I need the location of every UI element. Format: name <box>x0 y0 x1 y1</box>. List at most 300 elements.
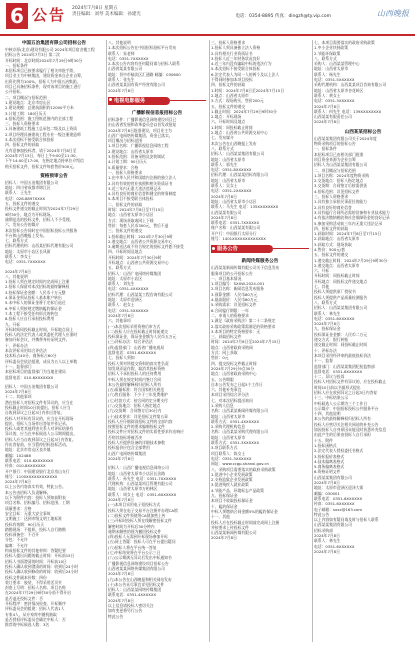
notice-text-line: 时间：2024年7月8日至7月15日 <box>108 207 164 213</box>
notice-text-line: 联系人：郭先生 <box>211 161 238 167</box>
notice-text-line: 5.本次招标不接受联合体投标 <box>211 66 261 72</box>
notice-text-line: 九、投标保证金 <box>314 326 341 332</box>
notice-text-line: 5.采购需求：详见招标文件 <box>211 302 257 308</box>
notice-text-line: 地点：山西省政府采购中心 <box>211 371 257 377</box>
section-title: 公告 <box>32 6 67 24</box>
notice-text-line: 联系人：周女士 电话：0351-6XXXXXX <box>108 491 177 497</box>
notice-text-line: 2.递交地点：山西省公共资源交易中心 <box>108 238 173 244</box>
notice-text-line: 山西某某有限公司 <box>211 209 242 215</box>
notice-text-line: 投标报价应包含全部费用 <box>108 445 150 451</box>
column-3 <box>211 40 309 642</box>
notice-text-line: 2.落实政府采购政策需满足的资格要求 <box>211 323 276 329</box>
notice-text-line: 1.项目编号：SXXW-2024-001 <box>211 281 265 287</box>
notice-text-line: 联系人：王先生 <box>5 190 32 196</box>
notice-text-line: 以上内容如有疑问请及时与招标人联系 <box>314 517 379 523</box>
notice-text-line: 招标人应在收到异议之日起3日内答复 <box>314 390 378 395</box>
notice-text-line: 2.地点：山西省太原市 <box>211 92 249 98</box>
notice-text-line: 监督部门：山西某某集团纪检监察部 <box>314 363 375 369</box>
section-banner-label: 服务公告 <box>211 245 273 253</box>
notice-text-line: 在2024年7月29日9时30分前不得开启 <box>5 590 71 596</box>
notice-text-line: 以上信息请投标人密切关注 <box>108 602 154 608</box>
notice-text-line: 招标人：山西广播电视信息网络公司 <box>108 465 169 471</box>
notice-text-line: 如发现弄虚作假，取消其投标资格 <box>108 365 165 371</box>
notice-text-line: 地址：太原市小店区 <box>108 275 143 281</box>
notice-text-line: (十)本公告未尽事宜详见招标文件 <box>108 581 165 587</box>
notice-text-line: 封套上写明：招标人名称、项目名称 <box>5 585 66 591</box>
notice-text-line: 地址：山西省太原市小店区长治路 <box>108 470 165 476</box>
notice-text-line: 一、招标条件 <box>314 146 337 152</box>
column-1 <box>5 40 103 642</box>
notice-text-line: 2.节能环保政策 <box>314 50 341 56</box>
notice-text-line: 1.促进中小企业发展政策 <box>211 471 253 477</box>
notice-text-line: 售价：每套人民币300元，售后不退 <box>108 222 169 228</box>
notice-text-line: 地址：太原市小店区长风街 <box>5 248 51 254</box>
notice-text-line: 联系人：林先生 <box>314 538 341 544</box>
notice-text-line: 逾期送达的投标文件，招标人不予受理。 <box>5 216 74 222</box>
notice-text-line: 6.资格证明文件 <box>314 469 341 475</box>
section-banner <box>108 96 206 106</box>
notice-text-line: 十一、监督部门 <box>5 363 32 369</box>
notice-text-line: 开户行：中国银行太原分行 <box>211 230 257 236</box>
notice-text-line: 联系人：朱老师 <box>108 50 135 56</box>
notice-text-line: 凡有意参加投标者，请于2024年7月8日至 <box>5 147 77 153</box>
notice-text-line: 监督电话：0351-6XXXXXX <box>314 368 363 374</box>
notice-text-line: 装订要求：胶装，不得采用活页夹 <box>5 579 62 585</box>
notice-text-line: 1.获取时间：2024年7月8日至7月15日 <box>314 231 382 237</box>
notice-text-line: 三、投标文件的递交 <box>108 228 143 234</box>
notice-text-line: 8.投标人应自行承担投标费用 <box>5 316 55 322</box>
notice-text-line: 四、招标文件的获取 <box>5 142 40 148</box>
notice-text-line: 山西省某某国有资产经营有限公司 <box>108 82 165 88</box>
notice-text-line: 地址：山西省太原市万柏林区 <box>108 486 158 492</box>
notice-text-line: 是否授权评标委员会确定中标人：否 <box>5 616 66 622</box>
notice-text-line: 本招标项目的监督部门为当地住建局 <box>5 369 66 375</box>
notice-text-line: 投标人的法定代表人或其委托代理人应准时 <box>5 332 78 338</box>
issue-meta <box>72 6 141 18</box>
notice-text-line: 本公告的最终解释权归招标人所有 <box>314 416 371 422</box>
notice-text-line: 电子邮箱：sxxx@163.com <box>314 506 363 512</box>
notice-text-line: 招标代理：山西某某工程咨询有限公司 <box>108 291 173 297</box>
notice-text-line: 1.投标截止时间：2024年7月30日9时 <box>108 233 173 239</box>
notice-text-line: 3.本项目的特定资格要求：无 <box>211 328 261 334</box>
notice-text-line: 招标人：山西某某网络传媒集团 <box>108 587 162 593</box>
notice-text-line: 1.投标人须具备独立法人资格 <box>211 45 261 51</box>
notice-text-line: 方式：网上获取 <box>211 350 238 356</box>
notice-text-line: 3.投标保证金金额：人民币十万元整 <box>5 289 66 295</box>
column-4 <box>314 40 412 642</box>
notice-text-line: 投标人应在投标截止时间前完成网上注册 <box>211 519 280 525</box>
notice-text-line: 三、获取招标文件 <box>211 334 242 340</box>
notice-text-line: 售价：0元 <box>211 355 229 361</box>
section-banner-label: 电视电影服务 <box>108 97 170 105</box>
notice-text-line: 采购人：山西某某管理中心 <box>314 61 360 67</box>
notice-text-line: 一、招标条件 <box>5 62 28 68</box>
notice-text-line: 山西某某有限责任公司 <box>314 114 352 120</box>
notice-text-line: (十)技术要求：详见招标文件第五章 <box>108 413 168 419</box>
notice-text-line: 六、其他补充事宜 <box>211 387 242 393</box>
page-header <box>0 0 415 36</box>
notice-text-line: 投标人应密切关注相关网站的补充公告 <box>314 421 379 427</box>
notice-text-line: 五、投标文件的递交 <box>314 252 349 258</box>
notice-text-line: 偏离：不允许 <box>5 542 28 548</box>
notice-text-line: 电话：0351-3XXXXXX <box>211 455 252 461</box>
notice-text-line: 2024年7月8日 <box>314 533 340 539</box>
notice-text-line: 时间10日前以书面形式提出 <box>314 384 361 390</box>
notice-text-line: 2024年7月8日 <box>211 214 237 220</box>
notice-text-line: 公示媒介：中国招标投标公共服务平台 <box>314 405 379 411</box>
notice-text-line: 提出，招标人当场作出答复并作记录。 <box>5 420 70 426</box>
notice-text-line: (二)投标人应在投标截止时间前递交 <box>108 328 168 334</box>
notice-text-line: 山西省某某有限公司 <box>108 66 143 72</box>
notice-text-line: 八、联系方式 <box>314 55 337 61</box>
notice-text-line: 十一、监督 <box>314 358 333 364</box>
notice-text-line: 1.在中华人民共和国境内注册的独立法人 <box>108 175 177 181</box>
notice-text-line: 投标人确认收到澄清的时间：收到后24小时 <box>5 563 79 569</box>
notice-text-line: 电话：0351-8XXXXXX <box>211 167 252 173</box>
notice-text-line: 1.项目名称：广播影视信息网络工程 <box>108 143 169 149</box>
notice-text-line: 账户名称：山西某某有限公司 <box>211 225 261 231</box>
notice-text-line: 山西某某集团有限公司 <box>314 522 352 528</box>
notice-text-line: 十三、中标结果公示 <box>314 395 349 401</box>
notice-text-line: 项目已具备招标条件，现对该项目的施工进行 <box>5 84 81 90</box>
notice-text-line: 中标候选人公示期为三个工作日 <box>314 400 368 406</box>
notice-title: 山西某某招标公告 <box>344 129 382 135</box>
notice-text-line: 招标代理机构：山西某招标代理有限公司 <box>5 243 74 249</box>
notice-text-line: 本公告由招标人负责解释。 <box>5 489 51 495</box>
notice-text-line: 本招标项目已按要求履行了相关审批手续， <box>5 68 78 74</box>
notice-text-line: 监督电话：0351-6XXXXXX <box>108 350 157 356</box>
notice-text-line: 开标地点：山西省公共资源交易中心 <box>108 259 169 265</box>
notice-text-line: 3.获取方式：现场获取 <box>314 241 352 247</box>
notice-text-line: 2.交货地点：招标人指定地点 <box>314 178 364 184</box>
notice-text-line: 2024年7月8日 <box>108 497 134 503</box>
notice-text-line: 投标人应仔细阅读招标文件的全部内容 <box>108 418 173 424</box>
notice-text-line: 四、招标文件的获取 <box>314 225 349 231</box>
notice-text-line: 联系电话：0351-4XXXXXX <box>108 592 157 598</box>
notice-text-line: 1.本次招标公告在中国招标投标平台发布 <box>108 45 177 51</box>
notice-text-line: 2024年7月8日 <box>314 480 340 486</box>
notice-text-line: 招标采购部 <box>314 527 333 533</box>
notice-text-line: 电话：0351-5XXXXXX <box>314 77 355 83</box>
notice-title: 中国五冶集团有限公司招标公告 <box>21 41 87 46</box>
notice-text-line: (八)公示期满无异议后发出中标通知书 <box>108 555 172 561</box>
notice-text-line: 如有变更将另行公告 <box>108 608 143 614</box>
notice-text-line: 出资比例为100%，招标人为中国五冶集团。 <box>5 78 81 84</box>
notice-text-line: 3.投标报价表格式 <box>314 453 345 459</box>
notice-text-line: 2024年7月8日 <box>211 535 237 541</box>
notice-text-line: 监督电话：010-6XXXXXXX <box>5 374 54 380</box>
notice-text-line: 3.预算金额：人民币80万元 <box>211 291 258 297</box>
notice-text-line: 十、评标办法 <box>5 342 28 348</box>
notice-text-line: 1.中小企业扶持政策 <box>314 45 348 51</box>
notice-text-line: 4.最高限价：人民币80万元 <box>211 297 258 303</box>
notice-text-line: 联系人：刘先生 <box>108 281 135 287</box>
notice-title: 资格预审公告 <box>40 173 68 179</box>
notice-text-line: 联系人：赵女士 <box>108 302 135 308</box>
notice-text-line: 项目名称、招标编号、招标范围、工期 <box>5 500 70 506</box>
notice-text-line: 招标人为山西某某集团有限公司 <box>314 162 368 168</box>
notice-text-line: 递交方式：银行转账 <box>314 337 349 343</box>
notice-text-line: 投标人须在电子交易平台注册并办理CA锁 <box>108 507 178 513</box>
notice-text-line: 六、发布公告的媒介 <box>5 222 40 228</box>
notice-text-line: 电话：0351-7XXXXXX <box>108 55 149 61</box>
notice-text-line: 电话：0351-4XXXXXX <box>108 286 149 292</box>
notice-text-line: 地址：太原市迎泽区 <box>108 297 143 303</box>
notice-text-line: 联系人：马先生 电话：135XXXXXXXX <box>211 204 279 210</box>
notice-text-line: 投标人须提供原厂授权书 <box>314 289 356 295</box>
notice-text-line: 3.招标范围：设备采购及安装调试 <box>108 154 165 160</box>
notice-text-line: 1.具备建筑工程施工总承包二级及以上资质 <box>5 126 77 132</box>
notice-text-line: (五)质量标准：符合国家相关规范 <box>108 387 165 393</box>
notice-text-line: (二)投标文件须使用CA锁加密上传 <box>108 512 166 518</box>
notice-text-line: 招标人：山西某某集团有限公司 <box>211 151 265 157</box>
notice-text-line: 联系人：何先生 电话：139XXXXXXXX <box>314 108 382 114</box>
notice-text-line: 专家4人，从专家库中随机抽取 <box>5 611 57 617</box>
notice-text-line: 6.中标人须按规定缴纳履约保证金 <box>5 305 62 311</box>
notice-text-line: 7.本工程不接受任何形式的转包 <box>5 310 58 316</box>
notice-text-line: 3.逾期送达或不符合规定的投标文件恕不接受 <box>108 244 184 250</box>
notice-title: 广播影视信息报招标公告 <box>131 110 183 116</box>
notice-text-line: 5.本项目不接受联合体投标 <box>108 196 154 202</box>
notice-text-line: 时间：2024年7月8日至2024年7月15日 <box>211 339 281 345</box>
notice-text-line: 开标程序：密封情况检查、开标顺序 <box>5 600 66 606</box>
contact-line: 电话：0354-8895 传真：dingzh@ty.vip.com <box>235 14 331 19</box>
notice-text-line: 2024年7月8日 <box>314 321 340 327</box>
notice-text-line: (三)开标时投标人须在线解密投标文件 <box>108 518 172 524</box>
section-banner <box>211 244 309 254</box>
column-divider <box>106 40 107 642</box>
notice-text-line: 5.商务偏离表格式 <box>314 464 345 470</box>
notice-text-line: 2024年7月8日 <box>314 119 340 125</box>
notice-text-line: 3.促进残疾人就业政策 <box>211 482 249 488</box>
notice-text-line: 否则其投标将被否决 <box>108 434 143 440</box>
notice-text-line: 投标预备会：不召开 <box>5 532 40 538</box>
notice-text-line: 地址：四川省成都市锦江区 <box>5 185 51 191</box>
notice-text-line: 三、投标人资格要求 <box>211 40 246 45</box>
notice-text-line: 5.未中标人的保证金将于定标后退还 <box>5 300 66 306</box>
notice-text-line: 一、投标人资格要求 <box>108 169 143 175</box>
notice-text-line: 按照招标文件的要求编制投标文件 <box>108 424 165 430</box>
notice-text-line: 招标人：山西广电网络传媒集团 <box>108 270 162 276</box>
notice-text-line: 投标保证金金额：人民币二万元 <box>314 331 368 337</box>
notice-text-line: 投标人提出问题的截止时间：开标前15日 <box>5 553 75 559</box>
notice-text-line: 九、投标保证金 <box>211 493 238 499</box>
notice-text-line: 联系电话：0351-7XXXXXX <box>211 220 260 226</box>
notice-text-line: 开户银行：中国建设银行北京房山支行 <box>5 468 70 474</box>
notice-text-line: 一、项目基本情况 <box>211 275 242 281</box>
notice-text-line: 开标时间：同投标截止时间 <box>314 273 360 279</box>
notice-text-line: (一)本项目采用电子招投标方式 <box>108 502 161 508</box>
notice-text-line: 七、本项目需要落实的政府采购政策 <box>314 40 375 45</box>
notice-text-line: 5.参加采购活动前三年内无重大违法记录 <box>314 220 383 226</box>
notice-text-line: 传真：0351-6XXXXXX <box>314 501 355 507</box>
notice-text-line: 招标人书面澄清的时间：开标前10日 <box>5 558 67 564</box>
notice-text-line: 服务项目的公开招标公告 <box>211 270 253 276</box>
notice-text-line: 联系人：林先生 <box>314 310 341 316</box>
notice-text-line: 1.项目名称：2024年度物资采购 <box>314 172 370 178</box>
notice-text-line: 五、联系方式 <box>108 265 131 271</box>
notice-text-line: 本公告最终解释权归招标人所有 <box>108 381 162 387</box>
notice-text-line: 联系人：吴女士 <box>211 183 238 189</box>
notice-text-line: 2.项目经理具备建筑工程专业一级注册建造师 <box>5 131 81 137</box>
notice-text-line: 电话：0351-6XXXXXX <box>314 543 355 549</box>
notice-text-line: 本项目采用经评审的最低投标价法 <box>314 352 371 358</box>
notice-text-line: 1.满足《政府采购法》第二十二条规定 <box>211 318 276 324</box>
notice-text-line: 4.售价：500元/套 <box>314 246 346 252</box>
notice-text-line: 传真：010-8XXXXXXX <box>5 463 46 469</box>
notice-text-line: 中标人须缴纳合同金额5%的履约保证金 <box>211 508 278 514</box>
notice-text-line: 以下为附件内容：投标人须知前附表 <box>5 495 66 501</box>
notice-text-line: 十二、其他事项 <box>5 394 32 400</box>
notice-text-line: 山西某某新闻传媒有限公司关于信息发布 <box>211 265 280 271</box>
notice-text-line: 地址：山西省太原市 <box>314 66 349 72</box>
notice-text-line: 特此公告 <box>314 511 330 517</box>
notice-text-line: 十、评标办法 <box>314 347 337 353</box>
notice-text-line: 开标时间：2024年7月30日9时 <box>108 254 162 260</box>
notice-text-line: 电话：0351-2XXXXXX <box>211 188 252 194</box>
column-divider <box>312 40 313 642</box>
notice-text-line: 特此公告 <box>108 613 124 619</box>
notice-text-line: 账号：1100XXXXXXXXXXXX <box>5 473 58 479</box>
notice-text-line: 招标条件：广播影视信息网络建设项目已 <box>108 116 177 122</box>
notice-text-line: 十四、其他说明 <box>314 411 341 417</box>
notice-text-line: 2.建设地点：山西省太原市 <box>108 148 154 154</box>
notice-text-line: 联系方式：0351-4XXXXXX <box>211 418 260 424</box>
notice-text-line: 地址：北京市房山区良乡镇 <box>5 447 51 453</box>
notice-text-line: 账号：1401XXXXXXXXXXXXX <box>211 235 266 241</box>
notice-text-line: 公开招标。 <box>5 89 24 95</box>
notice-text-line: 三、投标人资格要求 <box>5 121 40 127</box>
notice-text-line: 推荐的中标候选人数：3名 <box>5 622 50 628</box>
notice-text-line: 联系人：杨先生 <box>314 71 341 77</box>
notice-text-line: 下午14:00至17:00，在指定地点持单位介绍信 <box>5 158 84 164</box>
notice-text-line: 2.具有良好的商业信誉 <box>314 204 352 210</box>
notice-text-line: 5.质量要求：合格 <box>108 164 139 170</box>
notice-text-line: 1.具有独立承担民事责任的能力 <box>314 199 367 205</box>
notice-text-line: 邮编：030001 <box>314 490 340 496</box>
notice-text-line: 开标时间：北京时间2024年7月29日9时30分 <box>5 57 83 63</box>
notice-text-line: 六、开标时间及地点 <box>211 119 246 125</box>
notice-text-line: 技术标占40分，商务标占60分 <box>5 353 57 359</box>
notice-text-line: (四)投标人无需到开标现场参加开标 <box>108 534 168 540</box>
notice-text-line: 2024年7月8日 <box>5 479 31 485</box>
notice-text-line: 1.时间：同投标截止时间 <box>211 124 253 130</box>
notice-text-line: 3.具有履行合同所必需的设备和专业技术能力 <box>314 209 390 215</box>
notice-text-line: 2024年7月8日 <box>314 103 340 109</box>
notice-text-line: 2.具有相关行业资质证书 <box>211 50 253 56</box>
notice-text-line: 招标人应当自收到异议之日起3日内答复。 <box>5 436 76 442</box>
notice-text-line: 本次招标公告同时在中国招标投标公共服务 <box>5 227 78 233</box>
notice-text-line: 2.地点：山西省公共资源交易中心 <box>211 130 268 136</box>
notice-text-line: 自本公告发布之日起5个工作日 <box>211 381 263 387</box>
notice-text-line: 2.招标人保留对本次招标的最终解释权 <box>5 284 70 290</box>
notice-text-line: 3.交货期：合同签订后按需供货 <box>314 183 367 189</box>
notice-text-line: 2024年7月8日 <box>108 571 134 577</box>
notice-text-line: 平台和山西晚报上发布。 <box>5 232 47 238</box>
notice-text-line: 名称：山西某某新闻传媒有限公司 <box>211 408 268 414</box>
notice-text-line: 七、投标人须知 <box>108 355 135 361</box>
notice-text-line: 联系人：张先生 <box>108 77 135 83</box>
notice-text-line: (七)中标结果将在平台公示三日 <box>108 550 161 556</box>
notice-text-line: 地址：晋中市榆次区汇通路 邮编：030600 <box>108 71 181 77</box>
notice-text-line: 代理机构：山西某某项目管理有限公司 <box>108 481 173 487</box>
notice-text-line: 项目业主为中核集团，建设资金来自企业自筹， <box>5 73 85 79</box>
notice-text-line: 本招标项目已由相关部门批准 <box>314 151 364 157</box>
notice-text-line: 潜在投标人对招标文件有异议的，应当在 <box>5 399 74 405</box>
notice-text-line: 由山西省发展和改革委员会以晋发改批复 <box>108 122 177 128</box>
notice-text-line: 投标文件递交的截止时间为2024年7月29日 <box>5 206 79 212</box>
notice-text-line: 六、开标 <box>314 268 330 274</box>
notice-text-line: 4.有依法缴纳税收和社会保障资金的良好记录 <box>314 215 390 221</box>
notice-text-line: 踏勘现场：不组织，投标人自行踏勘 <box>5 526 66 532</box>
notice-text-line: 十二、异议与投诉 <box>314 374 345 380</box>
notice-text-line: 2024年7月8日 <box>108 312 134 318</box>
notice-text-line: 电话：0351-7XXXXXX <box>5 259 46 265</box>
notice-text-line: 解密时间为开标后30分钟内 <box>108 523 155 529</box>
notice-text-line: 八、其他说明 <box>108 40 131 45</box>
notice-text-line: 五、投标文件的递交 <box>211 103 246 109</box>
notice-text-line: 2024年7月8日 <box>211 193 237 199</box>
notice-text-line: 6.法定代表人为同一人的两个及以上法人 <box>211 71 280 77</box>
notice-text-line: 由此产生的后果由投标人自行承担 <box>314 432 371 438</box>
notice-text-line: 山西某某新闻传媒有限公司 <box>211 530 257 536</box>
notice-text-line: 投标人或者其他利害关系人对评标结果有 <box>5 426 74 432</box>
notice-text-line: 地址：山西省太原市 <box>211 156 246 162</box>
notice-text-line: 地址：山西省太原市 <box>211 434 246 440</box>
notice-text-line: 2.建设规模：总建筑面积约12000平方米 <box>5 105 74 111</box>
notice-text-line: 本项目采用综合评分法 <box>211 392 249 398</box>
notice-text-line: 2.项目名称：新闻信息发布服务 <box>211 286 264 292</box>
banner-rule <box>170 100 206 101</box>
notice-text-line: 七、发布媒介 <box>211 135 234 141</box>
notice-text-line: 本项目不收取投标保证金 <box>211 498 253 504</box>
notice-text-line: (六)售后服务：不少于三年免费维护 <box>108 392 168 398</box>
notice-text-line: 2.本次公告内容有任何疑问请与招标人联系 <box>108 61 180 67</box>
notice-text-line: 六、其他事项 <box>108 318 131 324</box>
notice-text-line: 项目联系人：陈女士 <box>211 450 246 456</box>
notice-text-line: 十、履约保证金 <box>211 503 238 509</box>
notice-text-line: (九)交货期：合同签订后30日内 <box>108 408 162 414</box>
notice-text-line: (五)网上答疑：投标人可在平台提出疑问 <box>108 539 176 545</box>
notice-text-line: 2.支持监狱企业发展政策 <box>211 477 253 483</box>
notice-text-line: 6.合同履行期限：一年 <box>211 307 249 313</box>
notice-text-line: 招标人：中国五冶集团有限公司 <box>5 383 59 389</box>
notice-text-line: 4.具有良好的商业信誉和健全的财务制度 <box>108 191 177 197</box>
notice-text-line: 十一、其他 <box>211 514 230 520</box>
notice-text-line: 七、联系方式 <box>5 238 28 244</box>
notice-text-line: 二、招标文件的获取 <box>108 201 143 207</box>
notice-text-line: 3.计划工期：180日历天 <box>5 110 47 116</box>
notice-text-line: (七)付款方式：按合同约定分期支付 <box>108 397 168 403</box>
notice-text-line: 参加开标会议，并携带身份证明文件。 <box>5 337 70 343</box>
notice-text-line: 中标人须在规定时间内签订合同 <box>108 376 162 382</box>
notice-text-line: 安全目标：无重大安全事故 <box>5 510 51 516</box>
notice-text-line: 八、联系方式 <box>314 299 337 305</box>
notice-text-line: 投标有效期：90日历天 <box>5 521 45 527</box>
notice-text-line: 3.投标人近三年财务状况良好 <box>211 55 261 61</box>
notice-text-line: 采购代理机构：山西某某项目咨询有限公司 <box>314 82 387 88</box>
notice-text-line: 七、其他 <box>314 284 330 290</box>
notice-text-line: 投标人对招标文件有异议的，应在投标截止 <box>314 379 387 385</box>
notice-text-line: 4.招标范围：施工图纸范围内的全部工程 <box>5 115 74 121</box>
notice-text-line: 本次评标采用综合评估法 <box>5 348 47 354</box>
column-2 <box>108 40 206 642</box>
issue-date: 2024年7月8日 星期五 <box>72 6 118 11</box>
notice-text-line: 地址：山西省太原市杏花岭区 <box>314 87 364 93</box>
notice-text-line: 2024年7月8日 <box>108 455 134 461</box>
notice-text-line: 电话：0351-3XXXXXX <box>314 98 355 104</box>
notice-text-line: 递交截止时间：同投标截止时间 <box>314 342 368 348</box>
